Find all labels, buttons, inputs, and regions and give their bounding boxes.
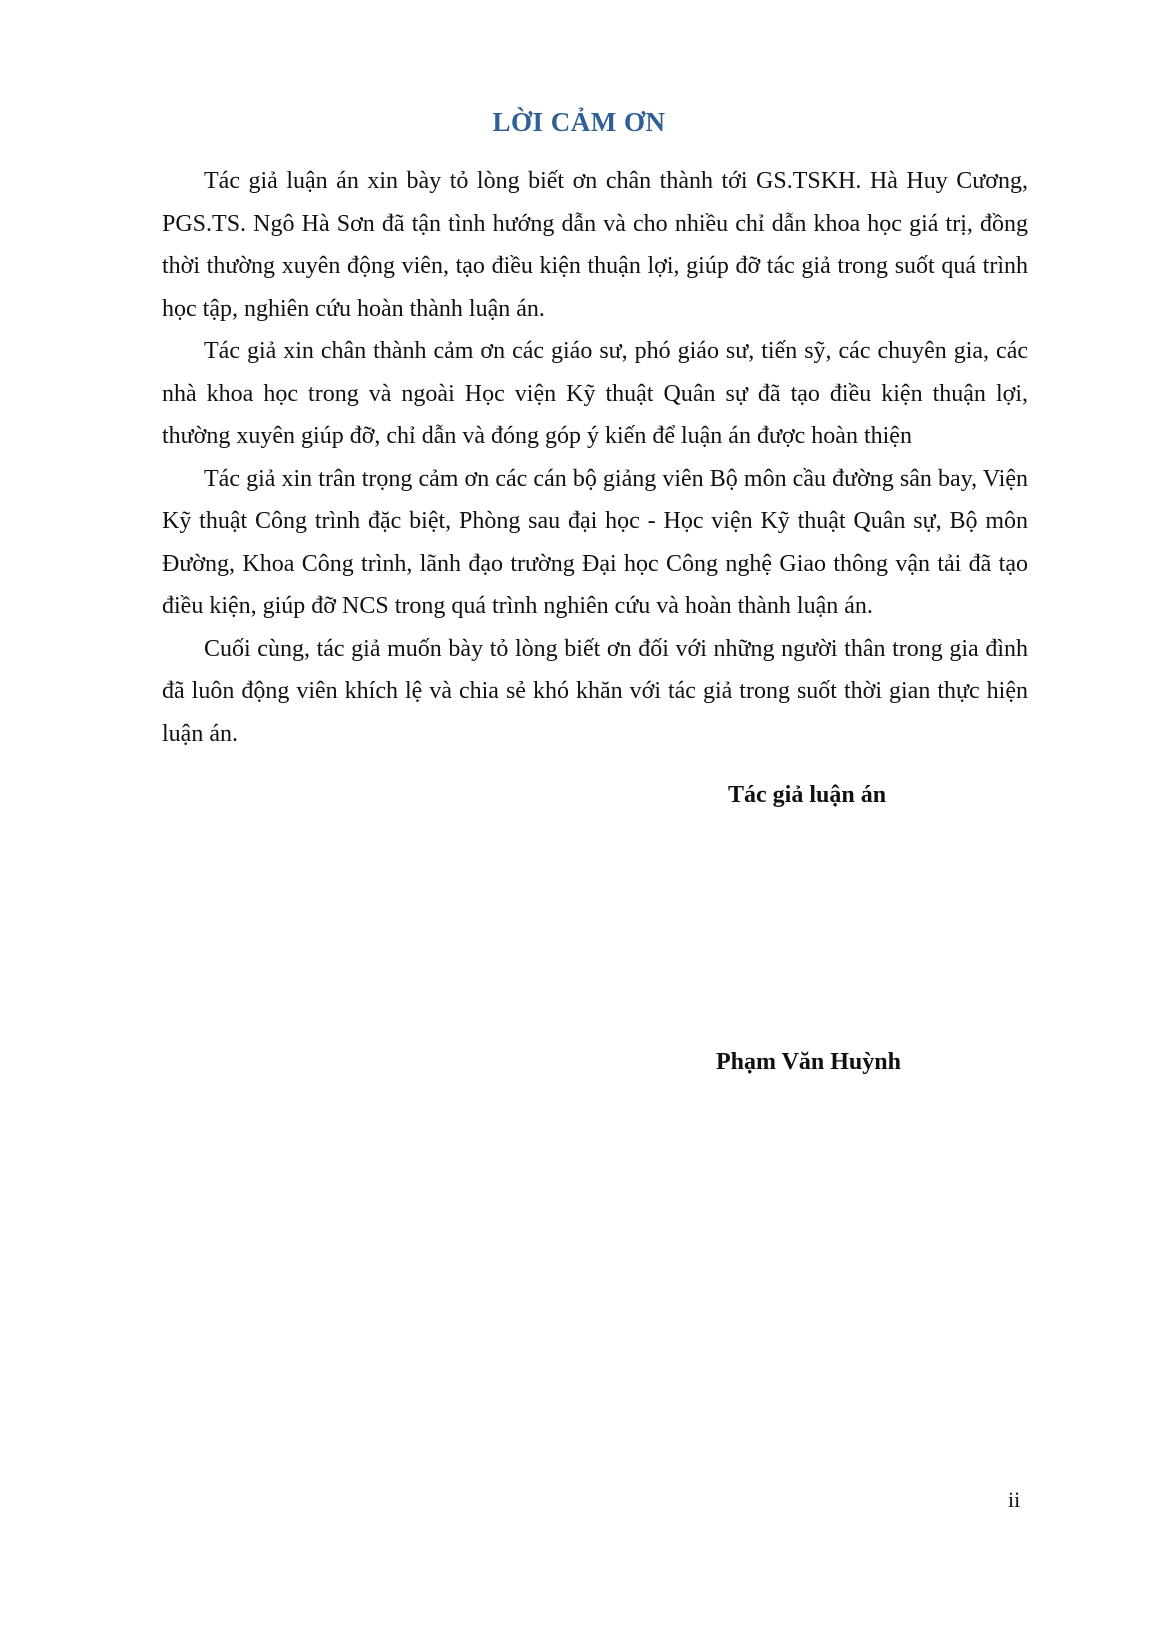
page-number: ii xyxy=(1008,1487,1021,1512)
paragraph-3: Tác giả xin trân trọng cảm ơn các cán bộ giảng viên Bộ môn cầu đường sân bay, Viện Kỹ thuật Công trình đặc biệt, Phòng sau đại học - Học viện Kỹ thuật Quân sự, Bộ môn Đường, Khoa Công trình, lãnh đạo trường Đại học Công nghệ Giao thông vận tải đã tạo điều kiện, giúp đỡ NCS trong quá trình nghiên cứu và hoàn thành luận án. xyxy=(162,465,1028,619)
signature-label: Tác giả luận án xyxy=(728,782,887,808)
paragraph-4: Cuối cùng, tác giả muốn bày tỏ lòng biết ơn đối với những người thân trong gia đình đã luôn động viên khích lệ và chia sẻ khó khăn với tác giả trong suốt thời gian thực hiện luận án. xyxy=(162,635,1028,747)
paragraph-1: Tác giả luận án xin bày tỏ lòng biết ơn chân thành tới GS.TSKH. Hà Huy Cương, PGS.TS. Ngô Hà Sơn đã tận tình hướng dẫn và cho nhiều chỉ dẫn khoa học giá trị, đồng thời thường xuyên động viên, tạo điều kiện thuận lợi, giúp đỡ tác giả trong suốt quá trình học tập, nghiên cứu hoàn thành luận án. xyxy=(162,168,1028,322)
paragraph-2: Tác giả xin chân thành cảm ơn các giáo sư, phó giáo sư, tiến sỹ, các chuyên gia, các nhà khoa học trong và ngoài Học viện Kỹ thuật Quân sự đã tạo điều kiện thuận lợi, thường xuyên giúp đỡ, chỉ dẫn và đóng góp ý kiến để luận án được hoàn thiện xyxy=(162,338,1028,449)
page-title: LỜI CẢM ƠN xyxy=(492,107,666,137)
signature-name: Phạm Văn Huỳnh xyxy=(716,1049,901,1075)
acknowledgement-body xyxy=(162,160,1028,755)
